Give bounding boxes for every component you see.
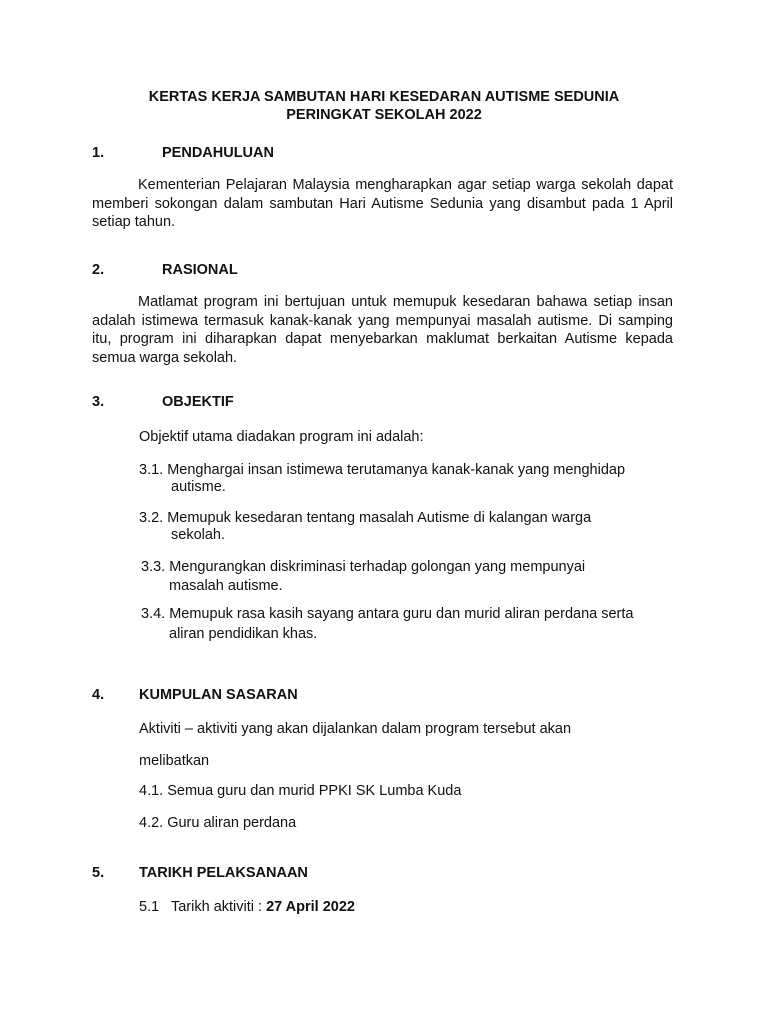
- document-title-line-1: KERTAS KERJA SAMBUTAN HARI KESEDARAN AUTISME SEDUNIA: [148, 89, 620, 105]
- objective-3-2-line-2: sekolah.: [171, 527, 226, 543]
- section-4-heading: KUMPULAN SASARAN: [139, 687, 298, 703]
- section-5-heading: TARIKH PELAKSANAAN: [139, 865, 308, 881]
- target-item-4-2: 4.2. Guru aliran perdana: [139, 815, 297, 831]
- section-4-number: 4.: [92, 687, 105, 703]
- objective-3-1-line-1: 3.1. Menghargai insan istimewa terutamanya kanak-kanak yang menghidap: [139, 462, 626, 478]
- section-3-heading: OBJEKTIF: [162, 394, 234, 410]
- objective-3-3-line-1: 3.3. Mengurangkan diskriminasi terhadap golongan yang mempunyai: [141, 559, 586, 575]
- date-item-value: 27 April 2022: [266, 899, 355, 915]
- section-2-paragraph: [92, 293, 673, 367]
- section-1-heading: PENDAHULUAN: [162, 145, 274, 161]
- section-3-intro: Objektif utama diadakan program ini adalah:: [139, 429, 424, 445]
- objective-3-4-line-1: 3.4. Memupuk rasa kasih sayang antara guru dan murid aliran perdana serta: [141, 606, 634, 622]
- date-item-label: 5.1 Tarikh aktiviti :: [139, 899, 267, 915]
- section-3-number: 3.: [92, 394, 105, 410]
- objective-3-2-line-1: 3.2. Memupuk kesedaran tentang masalah Autisme di kalangan warga: [139, 510, 592, 526]
- section-1-paragraph-text: Kementerian Pelajaran Malaysia mengharapkan agar setiap warga sekolah dapat memberi sokongan dalam sambutan Hari Autisme Sedunia yang disambut pada 1 April setiap tahun.: [92, 177, 673, 230]
- objective-3-4-line-2: aliran pendidikan khas.: [169, 626, 318, 642]
- section-5-number: 5.: [92, 865, 105, 881]
- objective-3-1-line-2: autisme.: [171, 479, 226, 495]
- target-item-4-1: 4.1. Semua guru dan murid PPKI SK Lumba Kuda: [139, 783, 462, 799]
- section-2-heading: RASIONAL: [162, 262, 238, 278]
- section-2-paragraph-text: Matlamat program ini bertujuan untuk memupuk kesedaran bahawa setiap insan adalah istimewa termasuk kanak-kanak yang mempunyai masalah autisme. Di samping itu, program ini diharapkan dapat menyebarkan maklumat berkaitan Autisme kepada semua warga sekolah.: [92, 294, 673, 366]
- date-item-5-1: [139, 898, 355, 916]
- objective-3-3-line-2: masalah autisme.: [169, 578, 283, 594]
- section-2-number: 2.: [92, 262, 105, 278]
- section-4-intro-line-1: Aktiviti – aktiviti yang akan dijalankan dalam program tersebut akan: [139, 721, 572, 737]
- section-1-paragraph: [92, 176, 673, 232]
- section-4-intro-line-2: melibatkan: [139, 753, 210, 769]
- document-title-line-2: PERINGKAT SEKOLAH 2022: [286, 107, 482, 123]
- section-1-number: 1.: [92, 145, 105, 161]
